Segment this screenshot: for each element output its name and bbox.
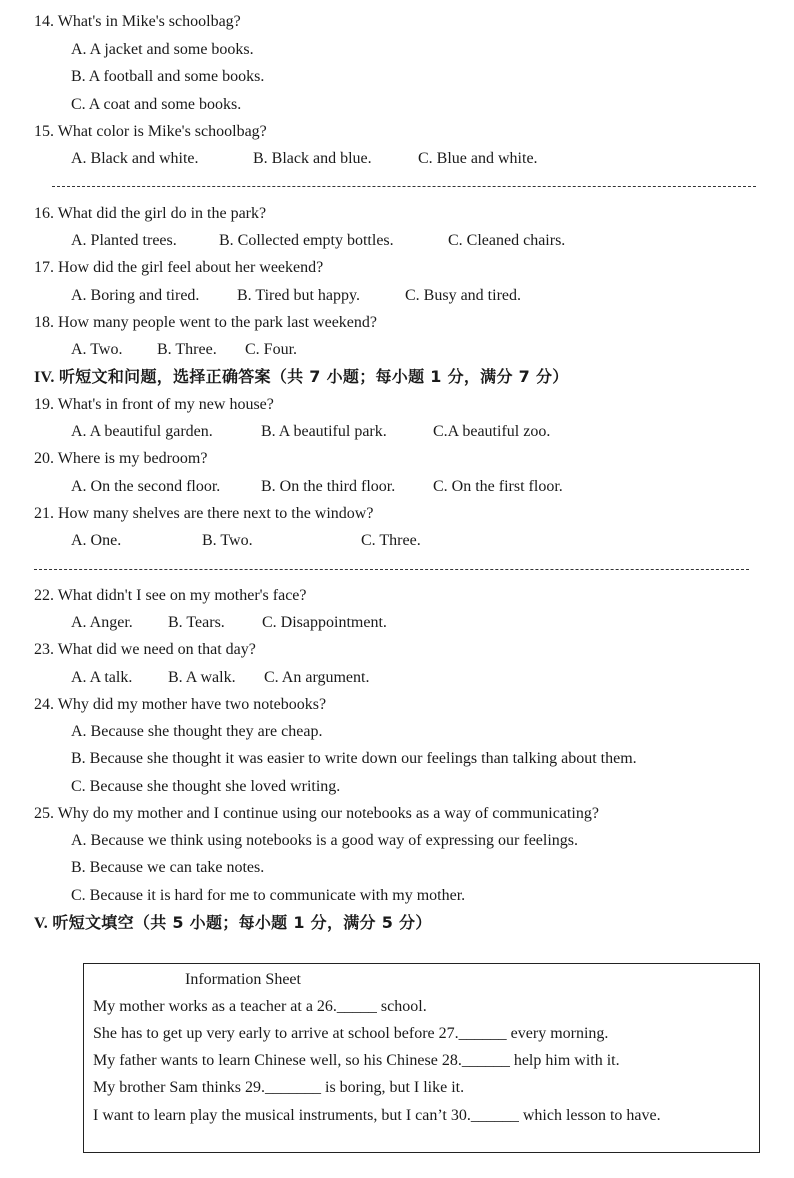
question-18: 18. How many people went to the park last weekend? [34, 314, 378, 331]
option-21a: A. One. [71, 532, 122, 549]
information-sheet [83, 963, 760, 1153]
options-15 [71, 149, 538, 169]
question-16: 16. What did the girl do in the park? [34, 205, 267, 222]
section-4-instructions: 听短文和问题，选择正确答案（共 7 小题；每小题 1 分，满分 7 分） [58, 367, 569, 386]
option-20b: B. On the third floor. [261, 478, 396, 495]
question-20: 20. Where is my bedroom? [34, 450, 208, 467]
option-25b: B. Because we can take notes. [71, 859, 265, 876]
option-16c: C. Cleaned chairs. [448, 232, 566, 249]
option-25c: C. Because it is hard for me to communicate with my mother. [71, 887, 466, 904]
section-5-heading [34, 913, 432, 934]
option-22c: C. Disappointment. [262, 614, 387, 631]
option-24a: A. Because she thought they are cheap. [71, 723, 323, 740]
question-25: 25. Why do my mother and I continue using our notebooks as a way of communicating? [34, 805, 599, 822]
option-15c: C. Blue and white. [418, 150, 538, 167]
option-24c: C. Because she thought she loved writing. [71, 778, 341, 795]
options-23 [71, 668, 370, 688]
option-17b: B. Tired but happy. [237, 287, 360, 304]
options-19 [71, 422, 551, 442]
option-19b: B. A beautiful park. [261, 423, 387, 440]
option-17a: A. Boring and tired. [71, 287, 200, 304]
section-5-instructions: 听短文填空（共 5 小题；每小题 1 分，满分 5 分） [52, 913, 432, 932]
section-4-label: IV. [34, 369, 55, 386]
question-23: 23. What did we need on that day? [34, 641, 256, 658]
options-20 [71, 477, 563, 497]
options-22 [71, 613, 387, 633]
option-19c: C.A beautiful zoo. [433, 423, 551, 440]
question-21: 21. How many shelves are there next to the window? [34, 505, 374, 522]
question-15: 15. What color is Mike's schoolbag? [34, 123, 267, 140]
option-18a: A. Two. [71, 341, 123, 358]
option-22a: A. Anger. [71, 614, 133, 631]
option-20a: A. On the second floor. [71, 478, 221, 495]
option-21c: C. Three. [361, 532, 421, 549]
blank-26-line: My mother works as a teacher at a 26._____ school. [93, 998, 427, 1015]
section-5-label: V. [34, 915, 49, 932]
options-21 [71, 531, 421, 551]
option-16b: B. Collected empty bottles. [219, 232, 394, 249]
question-14: 14. What's in Mike's schoolbag? [34, 13, 241, 30]
option-23c: C. An argument. [264, 669, 370, 686]
option-17c: C. Busy and tired. [405, 287, 521, 304]
option-25a: A. Because we think using notebooks is a good way of expressing our feelings. [71, 832, 579, 849]
option-23b: B. A walk. [168, 669, 236, 686]
blank-29-line: My brother Sam thinks 29._______ is boring, but I like it. [93, 1079, 465, 1096]
dashed-divider [52, 186, 756, 187]
option-20c: C. On the first floor. [433, 478, 563, 495]
option-14c: C. A coat and some books. [71, 96, 242, 113]
options-16 [71, 231, 566, 251]
option-14b: B. A football and some books. [71, 68, 265, 85]
option-14a: A. A jacket and some books. [71, 41, 254, 58]
option-21b: B. Two. [202, 532, 253, 549]
question-22: 22. What didn't I see on my mother's face? [34, 587, 307, 604]
option-15a: A. Black and white. [71, 150, 199, 167]
option-19a: A. A beautiful garden. [71, 423, 213, 440]
option-15b: B. Black and blue. [253, 150, 372, 167]
option-24b: B. Because she thought it was easier to write down our feelings than talking about them. [71, 750, 637, 767]
question-24: 24. Why did my mother have two notebooks? [34, 696, 327, 713]
option-22b: B. Tears. [168, 614, 225, 631]
dashed-divider [34, 569, 749, 570]
blank-28-line: My father wants to learn Chinese well, so his Chinese 28.______ help him with it. [93, 1052, 620, 1069]
question-17: 17. How did the girl feel about her weekend? [34, 259, 324, 276]
option-18b: B. Three. [157, 341, 217, 358]
options-17 [71, 286, 521, 306]
section-4-heading [34, 367, 569, 388]
option-18c: C. Four. [245, 341, 298, 358]
option-23a: A. A talk. [71, 669, 133, 686]
information-sheet-title: Information Sheet [185, 971, 301, 988]
question-19: 19. What's in front of my new house? [34, 396, 274, 413]
option-16a: A. Planted trees. [71, 232, 177, 249]
options-18 [71, 340, 298, 360]
blank-30-line: I want to learn play the musical instruments, but I can’t 30.______ which lesson to have. [93, 1107, 661, 1124]
blank-27-line: She has to get up very early to arrive at school before 27.______ every morning. [93, 1025, 609, 1042]
